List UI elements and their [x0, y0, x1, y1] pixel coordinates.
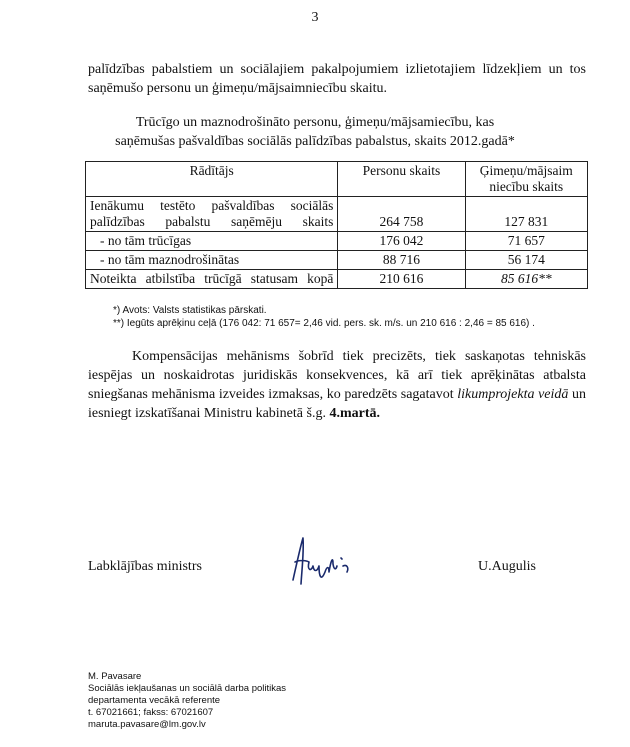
- row-persons: 88 716: [338, 251, 465, 270]
- contact-dept-line2: departamenta vecākā referente: [88, 695, 221, 706]
- table-header-row: [86, 162, 588, 197]
- page-number: 3: [311, 10, 319, 25]
- contact-phone: t. 67021661; fakss: 67021607: [88, 707, 214, 718]
- signer-name: U.Augulis: [478, 559, 536, 574]
- table-title: [80, 113, 550, 151]
- row-label: Ienākumu testēto pašvaldības sociālās palīdzības pabalstu saņēmēju skaits: [86, 197, 338, 232]
- row-households: 71 657: [465, 232, 588, 251]
- footnote-calculation: **) Iegūts aprēķinu ceļā (176 042: 71 657= 2,46 vid. pers. sk. m/s. un 210 616 : 2,46 = 85 616) .: [113, 318, 535, 329]
- row-households: 127 831: [465, 197, 588, 232]
- footnotes: [113, 304, 535, 330]
- minister-title: Labklājības ministrs: [88, 559, 202, 574]
- contact-name: M. Pavasare: [88, 671, 142, 682]
- contact-block: [88, 671, 286, 731]
- table-title-line2: saņēmušas pašvaldības sociālās palīdzības pabalstus, skaits 2012.gadā*: [115, 134, 515, 149]
- row-persons: 264 758: [338, 197, 465, 232]
- header-households: Ģimeņu/mājsaim niecību skaits: [465, 162, 588, 197]
- statistics-table: [85, 161, 588, 289]
- body-text-part1: Kompensācijas mehānisms šobrīd tiek precizēts, tiek saskaņotas tehniskās iespējas un noskaidrotas juridiskās konsekvences, kā arī tiek aprēķinātas atbalsta sniegšanas mehānisma izveides izmaksas, ko paredzēts sagatavot: [88, 349, 586, 402]
- table-row: [86, 270, 588, 289]
- table-row: [86, 232, 588, 251]
- row-households: 56 174: [465, 251, 588, 270]
- contact-email: maruta.pavasare@lm.gov.lv: [88, 719, 206, 730]
- row-label: - no tām trūcīgas: [86, 232, 338, 251]
- body-text-part2: un iesniegt izskatīšanai Ministru kabinetā š.g.: [88, 387, 587, 421]
- row-label: Noteikta atbilstība trūcīgā statusam kopā: [86, 270, 338, 289]
- body-text-italic: likumprojekta veidā: [457, 387, 569, 402]
- handwritten-signature: [283, 532, 363, 592]
- table-row: [86, 251, 588, 270]
- header-indicator: Rādītājs: [86, 162, 338, 197]
- header-persons: Personu skaits: [338, 162, 465, 197]
- row-persons: 176 042: [338, 232, 465, 251]
- contact-dept-line1: Sociālās iekļaušanas un sociālā darba politikas: [88, 683, 287, 694]
- footnote-source: *) Avots: Valsts statistikas pārskati.: [113, 305, 267, 316]
- row-label: - no tām maznodrošinātas: [86, 251, 338, 270]
- row-persons: 210 616: [338, 270, 465, 289]
- body-paragraph: [88, 347, 586, 423]
- intro-paragraph: palīdzības pabalstiem un sociālajiem pakalpojumiem izlietotajiem līdzekļiem un tos saņēmušo personu un ģimeņu/mājsaimniecību skaitu.: [88, 62, 586, 96]
- row-households: 85 616**: [465, 270, 588, 289]
- table-row: [86, 197, 588, 232]
- table-title-line1: Trūcīgo un maznodrošināto personu, ģimeņu/mājsamiecību, kas: [135, 115, 495, 130]
- body-text-date: 4.martā.: [329, 406, 380, 421]
